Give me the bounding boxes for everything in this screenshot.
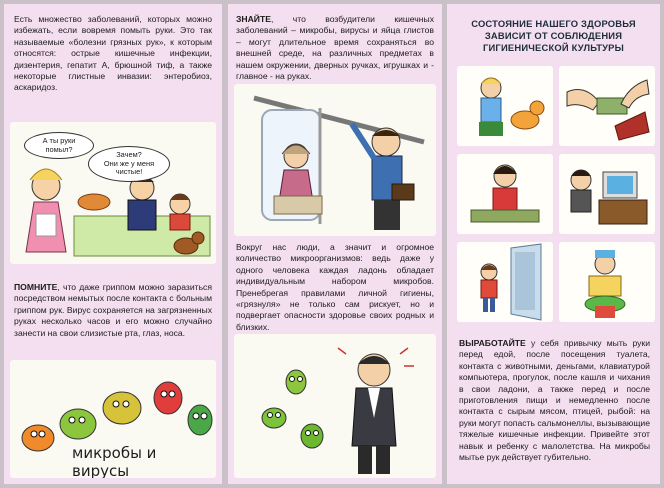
remember-label: ПОМНИТЕ: [14, 282, 58, 292]
remember-text: , что даже гриппом можно заразиться посредством немытых после контакта с больным гриппом рук. Вирус сохраняется на загрязненных руках несколько часов и его можно случайно занести на свои слизистые рта, глаз, носа.: [14, 282, 212, 338]
know-label: ЗНАЙТЕ: [236, 14, 271, 24]
panel-left: [4, 4, 222, 484]
boy-computer-icon: [559, 154, 655, 234]
family-dinner-illustration: [10, 122, 216, 264]
develop-paragraph: [459, 338, 650, 463]
answer-bubble: [88, 146, 170, 182]
answer-line-1: Зачем?: [116, 150, 142, 159]
panel-heading: СОСТОЯНИЕ НАШЕГО ЗДОРОВЬЯ ЗАВИСИТ ОТ СОБЛЮДЕНИЯ ГИГИЕНИЧЕСКОЙ КУЛЬТУРЫ: [471, 18, 636, 53]
panel-middle: [228, 4, 442, 484]
bus-passengers-illustration: [234, 84, 436, 236]
sick-man-illustration: [234, 334, 436, 478]
question-bubble: А ты руки помыл?: [24, 132, 94, 159]
answer-line-2: Они же у меня чистые!: [103, 158, 155, 177]
girl-cooking-icon: [457, 154, 553, 234]
microbes-illustration: [10, 360, 216, 478]
remember-paragraph: [14, 282, 212, 339]
child-door-icon: [457, 242, 553, 322]
child-toilet-icon: [559, 242, 655, 322]
intro-paragraph: Есть множество заболеваний, которых можно избежать, если вовремя помыть руки. Это так называемые «болезни грязных рук», к которым относятся: острые кишечные инфекции, дизентерия, гепатит А, брюшной тиф, а также некоторые глистные инвазии: энтеробиоз, аскаридоз.: [14, 14, 212, 93]
know-paragraph: [236, 14, 434, 82]
microbes-caption: микробы и вирусы: [72, 444, 157, 478]
develop-label: ВЫРАБОТАЙТЕ: [459, 338, 526, 348]
people-paragraph: Вокруг нас люди, а значит и огромное количество микроорганизмов: ведь даже у одного человека каждая ладонь обладает индивидуальным набором микробов. Пренебрегая правилами личной гигиены, «грязнуля» не только сам рискует, но и подвергает опасности здоровье своих родных и близких.: [236, 242, 434, 332]
panel-right: [447, 4, 660, 484]
know-text: , что возбудители кишечных заболеваний – микробы, вирусы и яйца глистов – могут длительное время сохраняться во внешней среде, на различных предметах в нашем окружении, дверных ручках, игрушках и - главное - на руках.: [236, 14, 434, 82]
develop-text: у себя привычку мыть руки перед едой, после посещения туалета, контакта с животными, деньгами, клавиатурой компьютера, прогулок, после кашля и чихания в свои ладони, а также перед и после приготовления пищи и немедленно после контакта с сырым мясом, птицей, рыбой: на руки могут попасть сальмонеллы, вызывающие тяжелые кишечные инфекции. Привейте этот навык и ребенку с малолетства. На микробы мытье рук действует губительно.: [459, 338, 651, 463]
boy-cat-icon: [457, 66, 553, 146]
money-hands-icon: [559, 66, 655, 146]
